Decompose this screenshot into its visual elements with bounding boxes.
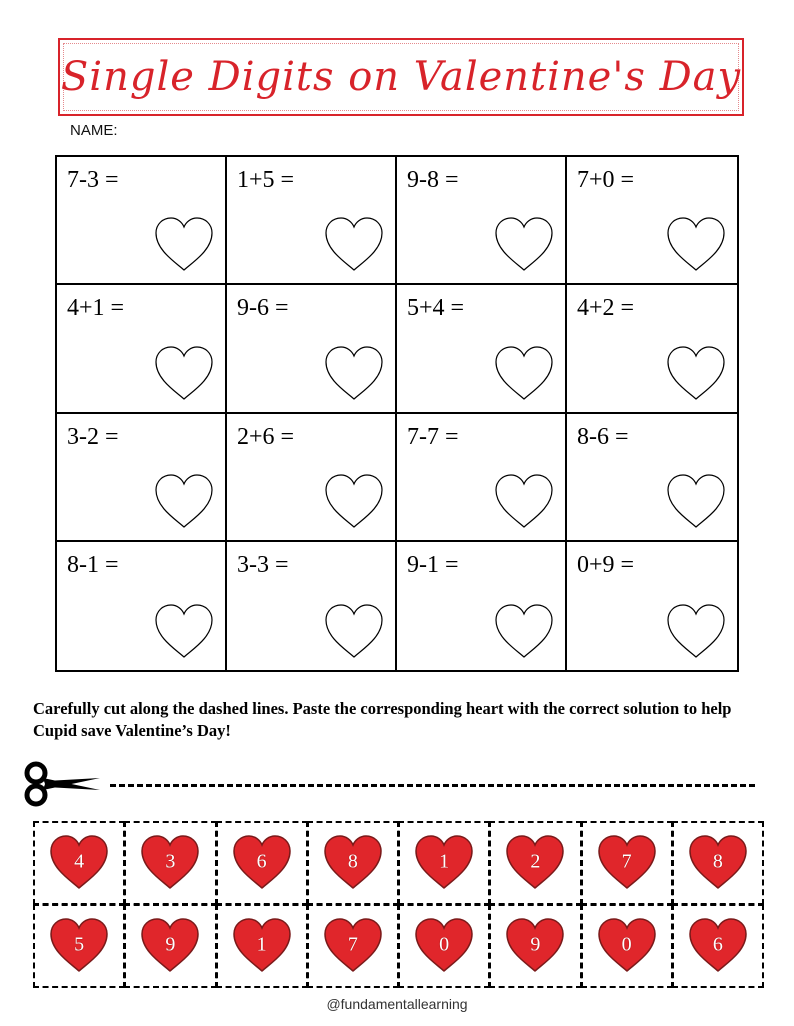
problem-cell — [227, 414, 397, 542]
heart-outline-icon[interactable] — [323, 602, 385, 662]
heart-number: 6 — [256, 850, 267, 873]
title-banner — [58, 38, 744, 116]
problem-text: 3-3 = — [237, 551, 289, 578]
cut-line — [110, 784, 755, 787]
heart-number: 1 — [256, 933, 267, 956]
heart-number: 7 — [347, 933, 358, 956]
problem-cell — [567, 542, 737, 670]
problem-cell — [567, 285, 737, 413]
cut-heart-card[interactable] — [307, 821, 399, 905]
heart-number: 0 — [621, 933, 632, 956]
scissors-icon — [22, 760, 102, 808]
heart-outline-icon[interactable] — [323, 472, 385, 532]
heart-number: 8 — [712, 850, 723, 873]
problem-cell — [397, 414, 567, 542]
credit: @fundamentallearning — [326, 996, 468, 1012]
cut-heart-card[interactable] — [33, 821, 125, 905]
instructions: Carefully cut along the dashed lines. Paste the corresponding heart with the correct solution to help Cupid save Valentine’s Day! — [33, 699, 732, 740]
problem-cell — [227, 157, 397, 285]
heart-number: 3 — [165, 850, 176, 873]
heart-outline-icon[interactable] — [323, 215, 385, 275]
heart-number: 7 — [621, 850, 632, 873]
cut-heart-card[interactable] — [672, 904, 764, 988]
problem-text: 8-6 = — [577, 423, 629, 450]
cut-heart-card[interactable] — [489, 904, 581, 988]
problem-text: 7-3 = — [67, 167, 119, 193]
cut-heart-card[interactable] — [124, 821, 216, 905]
heart-number: 2 — [530, 850, 541, 873]
problem-cell — [567, 414, 737, 542]
heart-number: 5 — [74, 933, 85, 956]
cut-heart-card[interactable] — [216, 904, 308, 988]
heart-outline-icon[interactable] — [153, 215, 215, 275]
heart-outline-icon[interactable] — [665, 602, 727, 662]
heart-number: 9 — [165, 933, 176, 956]
problem-cell — [57, 285, 227, 413]
cut-heart-card[interactable] — [307, 904, 399, 988]
problem-text: 3-2 = — [67, 423, 119, 450]
problem-cell — [397, 542, 567, 670]
heart-outline-icon[interactable] — [153, 602, 215, 662]
problem-text: 7-7 = — [407, 423, 459, 450]
problem-text: 9-6 = — [237, 295, 289, 322]
heart-number: 8 — [347, 850, 358, 873]
cut-out-hearts — [33, 821, 763, 987]
problem-cell — [227, 542, 397, 670]
problem-cell — [57, 157, 227, 285]
problem-text: 5+4 = — [407, 295, 465, 322]
heart-outline-icon[interactable] — [493, 472, 555, 532]
heart-outline-icon[interactable] — [493, 215, 555, 275]
heart-number: 9 — [530, 933, 541, 956]
problem-text: 4+1 = — [67, 295, 125, 322]
heart-outline-icon[interactable] — [493, 602, 555, 662]
cut-heart-card[interactable] — [216, 821, 308, 905]
problem-cell — [227, 285, 397, 413]
problem-cell — [567, 157, 737, 285]
cut-heart-card[interactable] — [489, 821, 581, 905]
problem-grid — [55, 155, 739, 672]
name-label: NAME: — [70, 122, 118, 139]
page-title: Single Digits on Valentine's Day — [60, 54, 742, 100]
heart-outline-icon[interactable] — [153, 344, 215, 404]
heart-number: 0 — [439, 933, 450, 956]
cut-heart-card[interactable] — [581, 821, 673, 905]
heart-outline-icon[interactable] — [665, 472, 727, 532]
heart-outline-icon[interactable] — [665, 215, 727, 275]
heart-number: 6 — [712, 933, 723, 956]
problem-text: 4+2 = — [577, 295, 635, 322]
problem-text: 7+0 = — [577, 167, 635, 193]
heart-outline-icon[interactable] — [493, 344, 555, 404]
problem-text: 0+9 = — [577, 551, 635, 578]
cut-heart-card[interactable] — [33, 904, 125, 988]
heart-number: 1 — [439, 850, 450, 873]
problem-cell — [397, 285, 567, 413]
cut-heart-card[interactable] — [581, 904, 673, 988]
problem-text: 2+6 = — [237, 423, 295, 450]
heart-outline-icon[interactable] — [153, 472, 215, 532]
cut-heart-card[interactable] — [672, 821, 764, 905]
heart-outline-icon[interactable] — [665, 344, 727, 404]
heart-outline-icon[interactable] — [323, 344, 385, 404]
cut-heart-card[interactable] — [398, 904, 490, 988]
problem-cell — [397, 157, 567, 285]
problem-text: 9-1 = — [407, 551, 459, 578]
problem-text: 8-1 = — [67, 551, 119, 578]
heart-number: 4 — [74, 850, 85, 873]
cut-heart-card[interactable] — [124, 904, 216, 988]
cut-heart-card[interactable] — [398, 821, 490, 905]
problem-cell — [57, 414, 227, 542]
problem-cell — [57, 542, 227, 670]
problem-text: 1+5 = — [237, 167, 295, 193]
problem-text: 9-8 = — [407, 167, 459, 193]
